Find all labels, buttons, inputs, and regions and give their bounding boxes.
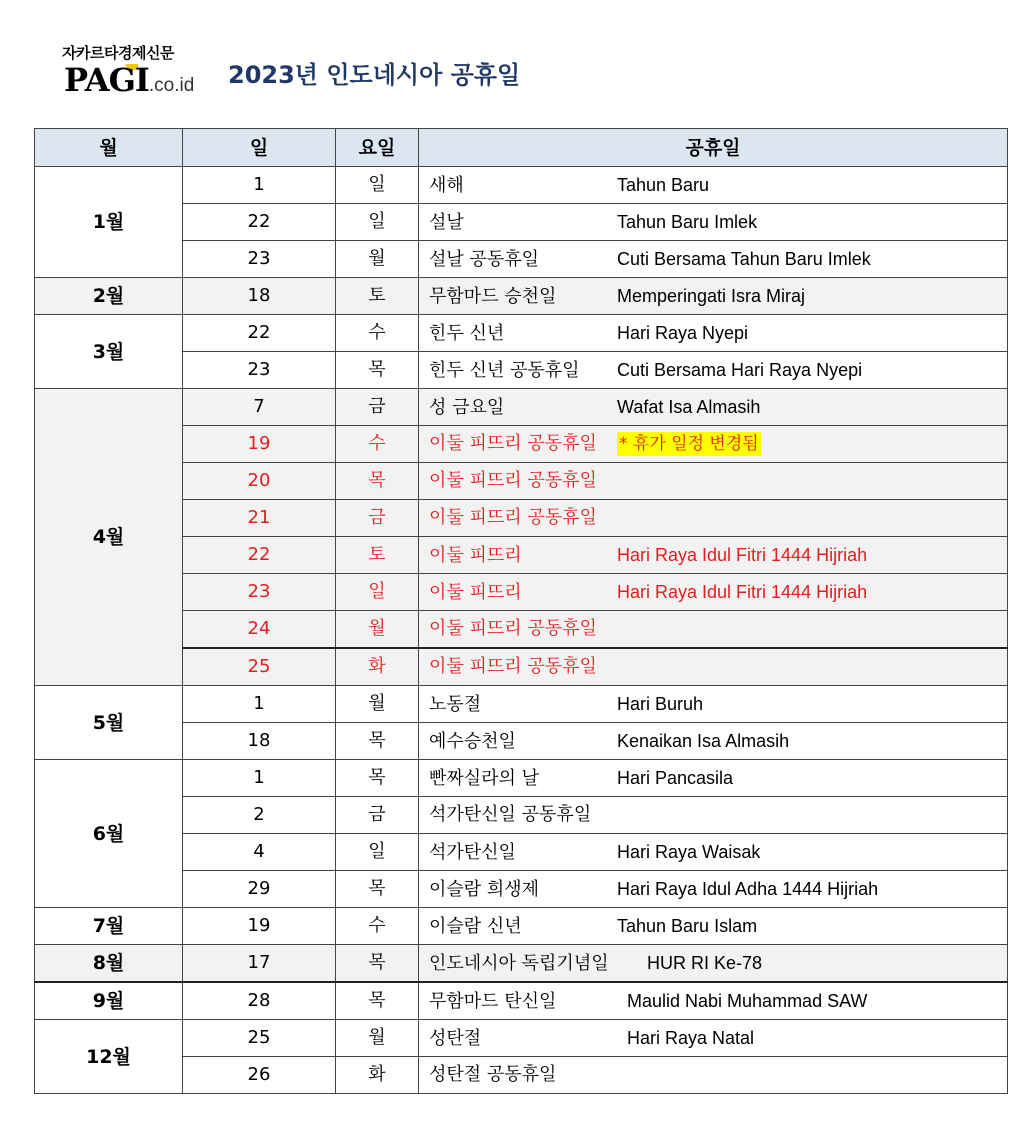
holiday-cell xyxy=(419,241,1008,278)
holiday-name-ko: 이둘 피뜨리 공동휴일 xyxy=(429,618,597,639)
table-row xyxy=(35,908,1008,945)
month-cell: 9월 xyxy=(35,982,183,1020)
day-cell: 2 xyxy=(183,797,336,834)
holiday-name-id: Hari Raya Waisak xyxy=(617,841,761,862)
day-cell: 28 xyxy=(183,982,336,1020)
day-cell: 19 xyxy=(183,908,336,945)
holiday-name-ko: 이둘 피뜨리 공동휴일 xyxy=(429,656,597,677)
holiday-cell xyxy=(419,167,1008,204)
day-cell: 1 xyxy=(183,686,336,723)
holiday-cell xyxy=(419,834,1008,871)
holiday-name-id: Cuti Bersama Tahun Baru Imlek xyxy=(617,248,871,269)
day-cell: 7 xyxy=(183,389,336,426)
weekday-cell: 금 xyxy=(336,797,419,834)
weekday-cell: 수 xyxy=(336,908,419,945)
table-row xyxy=(35,389,1008,426)
day-cell: 1 xyxy=(183,760,336,797)
weekday-cell: 목 xyxy=(336,723,419,760)
weekday-cell: 일 xyxy=(336,167,419,204)
holiday-cell xyxy=(419,686,1008,723)
day-cell: 18 xyxy=(183,723,336,760)
month-cell: 6월 xyxy=(35,760,183,908)
holiday-name-id: Hari Raya Idul Adha 1444 Hijriah xyxy=(617,878,879,899)
logo-pagi-text: PAGI xyxy=(64,61,149,99)
day-cell: 26 xyxy=(183,1057,336,1094)
holiday-name-ko: 이둘 피뜨리 xyxy=(429,544,522,566)
weekday-cell: 토 xyxy=(336,537,419,574)
weekday-cell: 금 xyxy=(336,389,419,426)
day-cell: 4 xyxy=(183,834,336,871)
month-cell: 5월 xyxy=(35,686,183,760)
holiday-name-ko: 이슬람 신년 xyxy=(429,915,522,937)
day-cell: 23 xyxy=(183,352,336,389)
holiday-name-id: Hari Raya Idul Fitri 1444 Hijriah xyxy=(617,581,868,602)
holiday-name-id: Memperingati Isra Miraj xyxy=(617,285,806,306)
header-holiday: 공휴일 xyxy=(419,129,1008,167)
month-cell: 4월 xyxy=(35,389,183,686)
weekday-cell: 목 xyxy=(336,352,419,389)
holiday-cell xyxy=(419,723,1008,760)
holiday-name-id: Hari Raya Nyepi xyxy=(617,322,749,343)
weekday-cell: 목 xyxy=(336,871,419,908)
holiday-cell xyxy=(419,278,1008,315)
holiday-cell xyxy=(419,908,1008,945)
logo-main xyxy=(64,62,194,98)
pagi-logo xyxy=(62,42,202,102)
holiday-cell xyxy=(419,871,1008,908)
month-cell: 1월 xyxy=(35,167,183,278)
weekday-cell: 월 xyxy=(336,1020,419,1057)
day-cell: 29 xyxy=(183,871,336,908)
day-cell: 20 xyxy=(183,463,336,500)
table-row xyxy=(35,315,1008,352)
holiday-name-ko: 예수승천일 xyxy=(429,730,516,752)
holiday-cell xyxy=(419,389,1008,426)
holiday-name-id: Cuti Bersama Hari Raya Nyepi xyxy=(617,359,863,380)
holiday-cell xyxy=(419,1057,1008,1094)
table-row xyxy=(35,1020,1008,1057)
holiday-cell xyxy=(419,797,1008,834)
table-row xyxy=(35,760,1008,797)
day-cell: 25 xyxy=(183,1020,336,1057)
holiday-name-ko: 인도네시아 독립기념일 xyxy=(429,952,609,974)
holiday-name-ko: 설날 xyxy=(429,211,464,233)
holiday-name-ko: 이둘 피뜨리 공동휴일 xyxy=(429,433,597,454)
holiday-cell xyxy=(419,537,1008,574)
holiday-name-ko: 이둘 피뜨리 xyxy=(429,581,522,603)
holiday-name-ko: 설날 공동휴일 xyxy=(429,248,540,270)
holiday-name-id: Maulid Nabi Muhammad SAW xyxy=(627,990,868,1011)
holiday-cell xyxy=(419,648,1008,686)
day-cell: 1 xyxy=(183,167,336,204)
holiday-cell xyxy=(419,463,1008,500)
weekday-cell: 일 xyxy=(336,834,419,871)
day-cell: 22 xyxy=(183,315,336,352)
holiday-cell xyxy=(419,574,1008,611)
table-row xyxy=(35,945,1008,983)
weekday-cell: 금 xyxy=(336,500,419,537)
month-cell: 7월 xyxy=(35,908,183,945)
holiday-name-ko: 석가탄신일 공동휴일 xyxy=(429,804,592,825)
holiday-name-id: Kenaikan Isa Almasih xyxy=(617,730,790,751)
day-cell: 25 xyxy=(183,648,336,686)
holiday-name-ko: 석가탄신일 xyxy=(429,841,516,863)
weekday-cell: 수 xyxy=(336,426,419,463)
holiday-name-ko: 무함마드 승천일 xyxy=(429,285,557,307)
header-weekday: 요일 xyxy=(336,129,419,167)
table-header-row xyxy=(35,129,1008,167)
holiday-cell xyxy=(419,1020,1008,1057)
holiday-name-ko: 새해 xyxy=(429,174,464,196)
day-cell: 23 xyxy=(183,241,336,278)
holiday-table xyxy=(34,128,1008,1094)
holiday-name-id: Wafat Isa Almasih xyxy=(617,396,761,417)
page-title: 2023년 인도네시아 공휴일 xyxy=(228,61,521,89)
holiday-name-ko: 성 금요일 xyxy=(429,396,505,418)
logo-domain-text: .co.id xyxy=(148,75,195,96)
schedule-change-note: * 휴가 일정 변경됨 xyxy=(619,434,759,454)
weekday-cell: 일 xyxy=(336,204,419,241)
month-cell: 2월 xyxy=(35,278,183,315)
logo-top-text: 자카르타경제신문 xyxy=(62,44,174,62)
holiday-name-id: Hari Buruh xyxy=(617,693,704,714)
weekday-cell: 월 xyxy=(336,241,419,278)
weekday-cell: 일 xyxy=(336,574,419,611)
day-cell: 24 xyxy=(183,611,336,649)
header-day: 일 xyxy=(183,129,336,167)
day-cell: 18 xyxy=(183,278,336,315)
holiday-name-ko: 노동절 xyxy=(429,693,482,715)
weekday-cell: 목 xyxy=(336,463,419,500)
table-row xyxy=(35,167,1008,204)
day-cell: 17 xyxy=(183,945,336,983)
holiday-name-id: HUR RI Ke-78 xyxy=(647,952,763,973)
holiday-name-ko: 힌두 신년 공동휴일 xyxy=(429,359,580,381)
holiday-cell xyxy=(419,945,1008,983)
holiday-name-ko: 이슬람 희생제 xyxy=(429,878,540,900)
day-cell: 23 xyxy=(183,574,336,611)
holiday-cell xyxy=(419,760,1008,797)
holiday-name-id: Hari Raya Idul Fitri 1444 Hijriah xyxy=(617,544,868,565)
weekday-cell: 수 xyxy=(336,315,419,352)
holiday-name-id: Hari Pancasila xyxy=(617,767,734,788)
table-row xyxy=(35,278,1008,315)
header-month: 월 xyxy=(35,129,183,167)
weekday-cell: 월 xyxy=(336,686,419,723)
holiday-name-id: Tahun Baru Islam xyxy=(617,915,758,936)
table-row xyxy=(35,686,1008,723)
weekday-cell: 월 xyxy=(336,611,419,649)
day-cell: 22 xyxy=(183,204,336,241)
holiday-name-ko: 이둘 피뜨리 공동휴일 xyxy=(429,507,597,528)
day-cell: 22 xyxy=(183,537,336,574)
weekday-cell: 화 xyxy=(336,648,419,686)
holiday-cell xyxy=(419,426,1008,463)
holiday-cell xyxy=(419,982,1008,1020)
weekday-cell: 토 xyxy=(336,278,419,315)
holiday-cell xyxy=(419,204,1008,241)
month-cell: 3월 xyxy=(35,315,183,389)
holiday-cell xyxy=(419,611,1008,649)
day-cell: 19 xyxy=(183,426,336,463)
holiday-name-ko: 이둘 피뜨리 공동휴일 xyxy=(429,470,597,491)
weekday-cell: 목 xyxy=(336,982,419,1020)
month-cell: 8월 xyxy=(35,945,183,983)
weekday-cell: 목 xyxy=(336,760,419,797)
holiday-name-id: Tahun Baru xyxy=(617,174,710,195)
holiday-name-ko: 성탄절 공동휴일 xyxy=(429,1064,557,1085)
table-row xyxy=(35,982,1008,1020)
weekday-cell: 목 xyxy=(336,945,419,983)
holiday-cell xyxy=(419,500,1008,537)
holiday-name-id: Hari Raya Natal xyxy=(627,1027,755,1048)
month-cell: 12월 xyxy=(35,1020,183,1094)
holiday-name-id: Tahun Baru Imlek xyxy=(617,211,758,232)
weekday-cell: 화 xyxy=(336,1057,419,1094)
table-body xyxy=(35,167,1008,1094)
holiday-name-ko: 빤짜실라의 날 xyxy=(429,767,540,789)
holiday-cell xyxy=(419,315,1008,352)
holiday-name-ko: 무함마드 탄신일 xyxy=(429,990,557,1012)
holiday-name-ko: 성탄절 xyxy=(429,1027,482,1049)
holiday-cell xyxy=(419,352,1008,389)
day-cell: 21 xyxy=(183,500,336,537)
holiday-name-ko: 힌두 신년 xyxy=(429,322,505,344)
